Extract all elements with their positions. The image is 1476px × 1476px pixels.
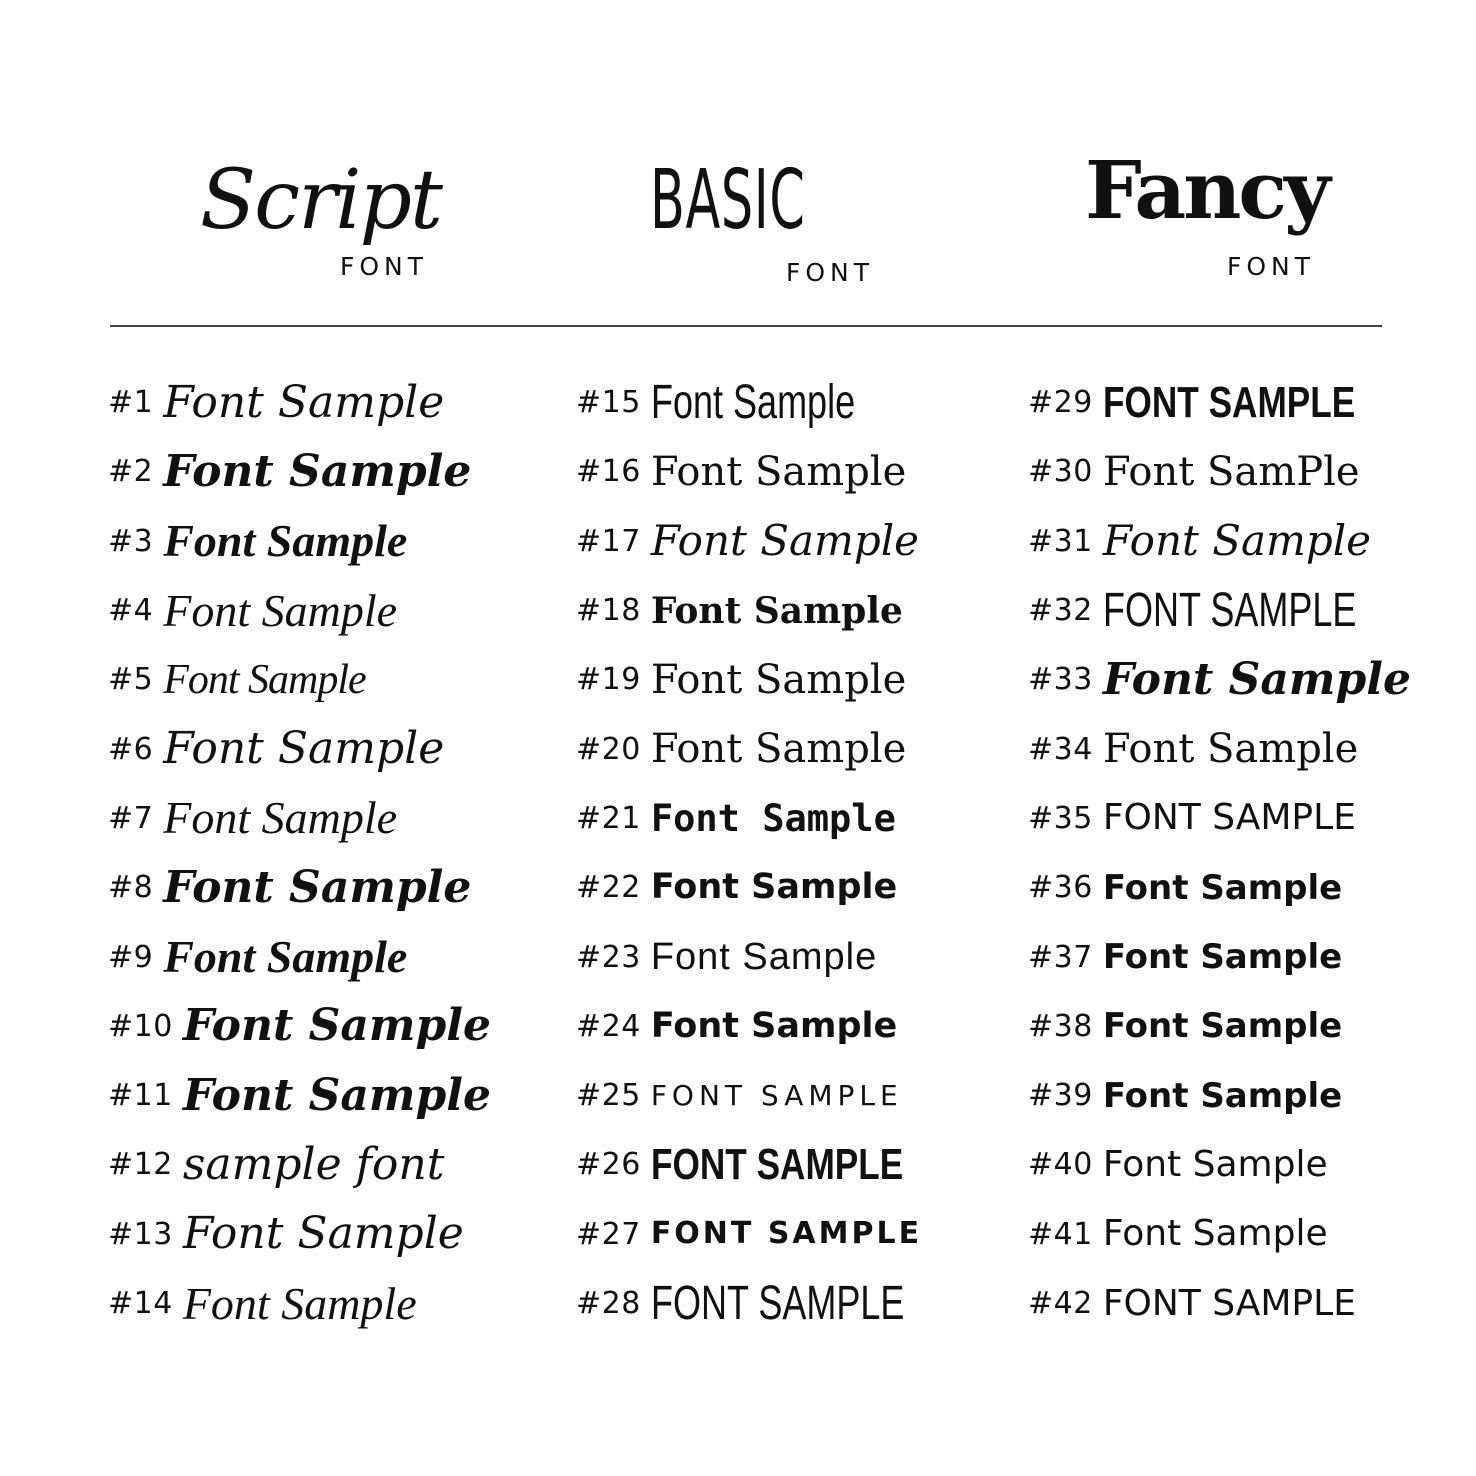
font-sample-row (108, 437, 568, 506)
font-sample-text: Font Sample (650, 936, 878, 979)
font-number: #33 (1028, 662, 1093, 698)
font-number: #2 (108, 454, 154, 490)
font-sample-text: Font Sample (163, 584, 398, 636)
font-sample-row (576, 645, 996, 714)
font-sample-text: Font Sample (650, 726, 907, 773)
font-number: #12 (108, 1147, 173, 1183)
font-sample-text: FONT SAMPLE (1102, 377, 1356, 427)
font-sample-row (1028, 645, 1458, 714)
font-sample-row (108, 645, 568, 714)
font-number: #26 (576, 1147, 641, 1183)
font-number: #38 (1028, 1008, 1093, 1044)
header-fancy-sub: FONT (1227, 252, 1316, 281)
font-sample-row (108, 507, 568, 576)
font-number: #4 (108, 593, 154, 629)
font-sample-row (576, 1200, 996, 1269)
font-sample-row (108, 1130, 568, 1199)
font-sample-text: Font Sample (1102, 1143, 1328, 1185)
font-sample-text: FONT SAMPLE (650, 1078, 903, 1112)
font-sample-text: Font Sample (650, 448, 907, 495)
font-sample-row (576, 922, 996, 991)
header-script-sub: FONT (340, 252, 429, 281)
header-basic (650, 153, 910, 290)
font-sample-text: Font Sample (182, 1069, 491, 1121)
font-number: #21 (576, 800, 641, 836)
font-sample-row (576, 507, 996, 576)
font-sample-text: Font Sample (650, 589, 903, 632)
font-sample-text: Font Sample (1102, 1075, 1343, 1116)
font-number: #22 (576, 870, 641, 906)
font-number: #17 (576, 523, 641, 559)
font-number: #24 (576, 1008, 641, 1044)
font-sample-row (576, 714, 996, 783)
font-sample-row (108, 992, 568, 1061)
header-fancy-title: Fancy (1085, 143, 1328, 237)
font-sample-text: Font Sample (1102, 937, 1343, 978)
header-basic-title: BASIC (650, 153, 806, 248)
font-sample-row (1028, 922, 1458, 991)
font-sample-text: Font Sample (163, 445, 472, 497)
font-sample-text: FONT SAMPLE (1102, 797, 1356, 839)
font-sample-row (1028, 714, 1458, 783)
font-number: #8 (108, 870, 154, 906)
font-number: #31 (1028, 523, 1093, 559)
font-sample-row (108, 784, 568, 853)
font-sample-row (108, 1200, 568, 1269)
font-sample-row (1028, 992, 1458, 1061)
divider (110, 325, 1382, 327)
font-number: #35 (1028, 800, 1093, 836)
font-number: #3 (108, 523, 154, 559)
font-sample-row (576, 992, 996, 1061)
font-number: #34 (1028, 731, 1093, 767)
font-sample-row (576, 368, 996, 437)
header-fancy (1085, 143, 1365, 281)
font-number: #18 (576, 593, 641, 629)
font-number: #6 (108, 731, 154, 767)
font-sample-text: Font Sample (163, 376, 445, 428)
font-number: #20 (576, 731, 641, 767)
font-number: #37 (1028, 939, 1093, 975)
font-sample-text: Font Sample (1102, 516, 1372, 566)
header-script (200, 153, 460, 290)
font-sample-text: Font Sample (1102, 867, 1343, 908)
font-sample-row (1028, 368, 1458, 437)
font-sample-row (1028, 1269, 1458, 1338)
font-number: #7 (108, 800, 154, 836)
font-number: #29 (1028, 385, 1093, 421)
font-sample-text: Font Sample (163, 931, 408, 983)
font-number: #41 (1028, 1216, 1093, 1252)
font-number: #9 (108, 939, 154, 975)
font-sample-row (108, 1061, 568, 1130)
font-sample-row (1028, 437, 1458, 506)
font-sample-text: Font Sample (650, 656, 907, 703)
font-sample-row (108, 576, 568, 645)
font-sample-row (576, 784, 996, 853)
font-sample-row (1028, 784, 1458, 853)
font-sample-text: Font Sample (182, 1208, 464, 1260)
font-number: #5 (108, 662, 154, 698)
font-number: #16 (576, 454, 641, 490)
font-sample-text: Font Sample (1102, 1213, 1328, 1255)
header-basic-sub: FONT (786, 258, 875, 287)
font-sample-row (576, 1061, 996, 1130)
font-sample-text: FONT SAMPLE (1102, 1282, 1356, 1324)
script-font-list (108, 368, 568, 1338)
font-number: #1 (108, 385, 154, 421)
font-sample-row (1028, 576, 1458, 645)
font-sample-row (576, 1130, 996, 1199)
font-sample-text: Font Sample (650, 867, 898, 908)
font-sample-row (108, 1269, 568, 1338)
font-sample-text: Font Sample (650, 1005, 898, 1046)
font-sample-row (1028, 507, 1458, 576)
font-sample-text: FONT SAMPLE (1102, 583, 1357, 637)
basic-font-list (576, 368, 996, 1338)
font-sample-text: Font Sample (163, 723, 445, 775)
font-sample-row (576, 437, 996, 506)
font-number: #13 (108, 1216, 173, 1252)
font-sample-text: Font Sample (163, 861, 472, 913)
font-number: #32 (1028, 593, 1093, 629)
font-number: #15 (576, 385, 641, 421)
font-number: #39 (1028, 1078, 1093, 1114)
font-sample-text: Font Sample (650, 375, 855, 429)
font-sample-text: Font Sample (1102, 1006, 1343, 1047)
font-sample-row (1028, 1061, 1458, 1130)
font-number: #25 (576, 1078, 641, 1114)
font-sample-text: Font Sample (163, 515, 408, 567)
font-sample-row (576, 576, 996, 645)
font-sample-row (108, 368, 568, 437)
font-sample-text: Font Sample (650, 796, 896, 840)
font-sample-text: Font Sample (182, 1000, 491, 1052)
font-sample-row (1028, 1200, 1458, 1269)
font-sample-row (576, 1269, 996, 1338)
font-sample-text: Font Sample (1102, 726, 1359, 773)
font-number: #11 (108, 1078, 173, 1114)
font-number: #36 (1028, 870, 1093, 906)
font-sample-text: Font Sample (163, 792, 398, 844)
font-sample-text: FONT SAMPLE (650, 1139, 904, 1189)
font-number: #19 (576, 662, 641, 698)
font-sample-row (576, 853, 996, 922)
font-number: #40 (1028, 1147, 1093, 1183)
font-sample-row (108, 922, 568, 991)
font-number: #14 (108, 1286, 173, 1321)
font-number: #10 (108, 1008, 173, 1044)
font-number: #30 (1028, 454, 1093, 490)
font-number: #28 (576, 1286, 641, 1321)
font-number: #23 (576, 939, 641, 975)
font-sample-text: FONT SAMPLE (650, 1276, 905, 1330)
font-sample-text: Font SamPle (1102, 448, 1360, 495)
font-sample-text: Font Sample (1102, 653, 1411, 705)
header-script-title: Script (200, 153, 441, 248)
font-sample-text: FONT SAMPLE (650, 1216, 923, 1252)
font-sample-row (108, 853, 568, 922)
fancy-font-list (1028, 368, 1458, 1338)
font-sample-text: Font Sample (182, 1277, 417, 1329)
font-number: #42 (1028, 1286, 1093, 1321)
font-number: #27 (576, 1216, 641, 1252)
font-sample-row (1028, 853, 1458, 922)
font-sample-text: Font Sample (163, 656, 366, 703)
font-sample-row (1028, 1130, 1458, 1199)
font-sample-text: Font Sample (650, 516, 920, 566)
font-sample-text: sample font (182, 1138, 445, 1190)
font-sample-row (108, 714, 568, 783)
